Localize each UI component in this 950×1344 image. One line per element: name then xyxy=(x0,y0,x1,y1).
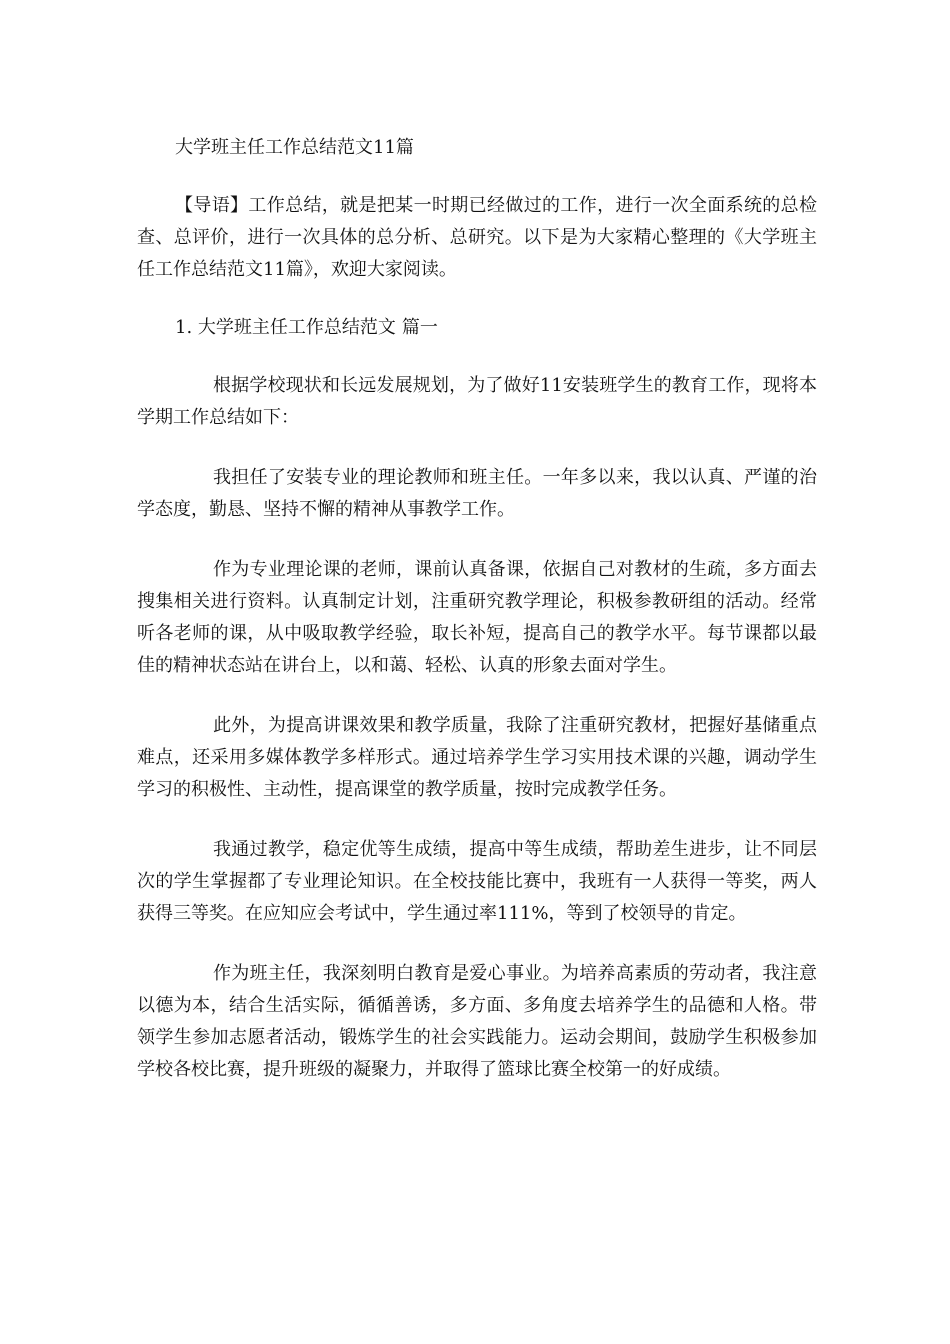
body-paragraph-6: 作为班主任，我深刻明白教育是爱心事业。为培养高素质的劳动者，我注意以德为本，结合生活实际，循循善诱，多方面、多角度去培养学生的品德和人格。带领学生参加志愿者活动，锻炼学生的社会实践能力。运动会期间，鼓励学生积极参加学校各校比赛，提升班级的凝聚力，并取得了篮球比赛全校第一的好成绩。 xyxy=(137,963,817,1080)
document-title: 大学班主任工作总结范文11篇 xyxy=(175,137,414,158)
section-number-title: 1. 大学班主任工作总结范文 xyxy=(175,317,396,338)
body-paragraph-5: 我通过教学，稳定优等生成绩，提高中等生成绩，帮助差生进步，让不同层次的学生掌握都了专业理论知识。在全校技能比赛中，我班有一人获得一等奖，两人获得三等奖。在应知应会考试中，学生通过率111%，等到了校领导的肯定。 xyxy=(137,839,817,924)
section-heading xyxy=(175,312,817,344)
document-content xyxy=(137,132,817,1114)
section-part-label: 篇一 xyxy=(401,317,438,338)
body-paragraph-3: 作为专业理论课的老师，课前认真备课，依据自己对教材的生疏，多方面去搜集相关进行资料。认真制定计划，注重研究教学理论，积极参教研组的活动。经常听各老师的课，从中吸取教学经验，取长补短，提高自己的教学水平。每节课都以最佳的精神状态站在讲台上，以和蔼、轻松、认真的形象去面对学生。 xyxy=(137,559,817,676)
body-paragraph-4: 此外，为提高讲课效果和教学质量，我除了注重研究教材，把握好基储重点难点，还采用多媒体教学多样形式。通过培养学生学习实用技术课的兴趣，调动学生学习的积极性、主动性，提高课堂的教学质量，按时完成教学任务。 xyxy=(137,715,817,800)
body-paragraph-1: 根据学校现状和长远发展规划，为了做好11安装班学生的教育工作，现将本学期工作总结如下： xyxy=(137,375,817,428)
body-paragraph-2: 我担任了安装专业的理论教师和班主任。一年多以来，我以认真、严谨的治学态度，勤恳、坚持不懈的精神从事教学工作。 xyxy=(137,467,817,520)
lead-paragraph: 【导语】工作总结，就是把某一时期已经做过的工作，进行一次全面系统的总检查、总评价，进行一次具体的总分析、总研究。以下是为大家精心整理的《大学班主任工作总结范文11篇》，欢迎大家阅读。 xyxy=(137,195,817,280)
